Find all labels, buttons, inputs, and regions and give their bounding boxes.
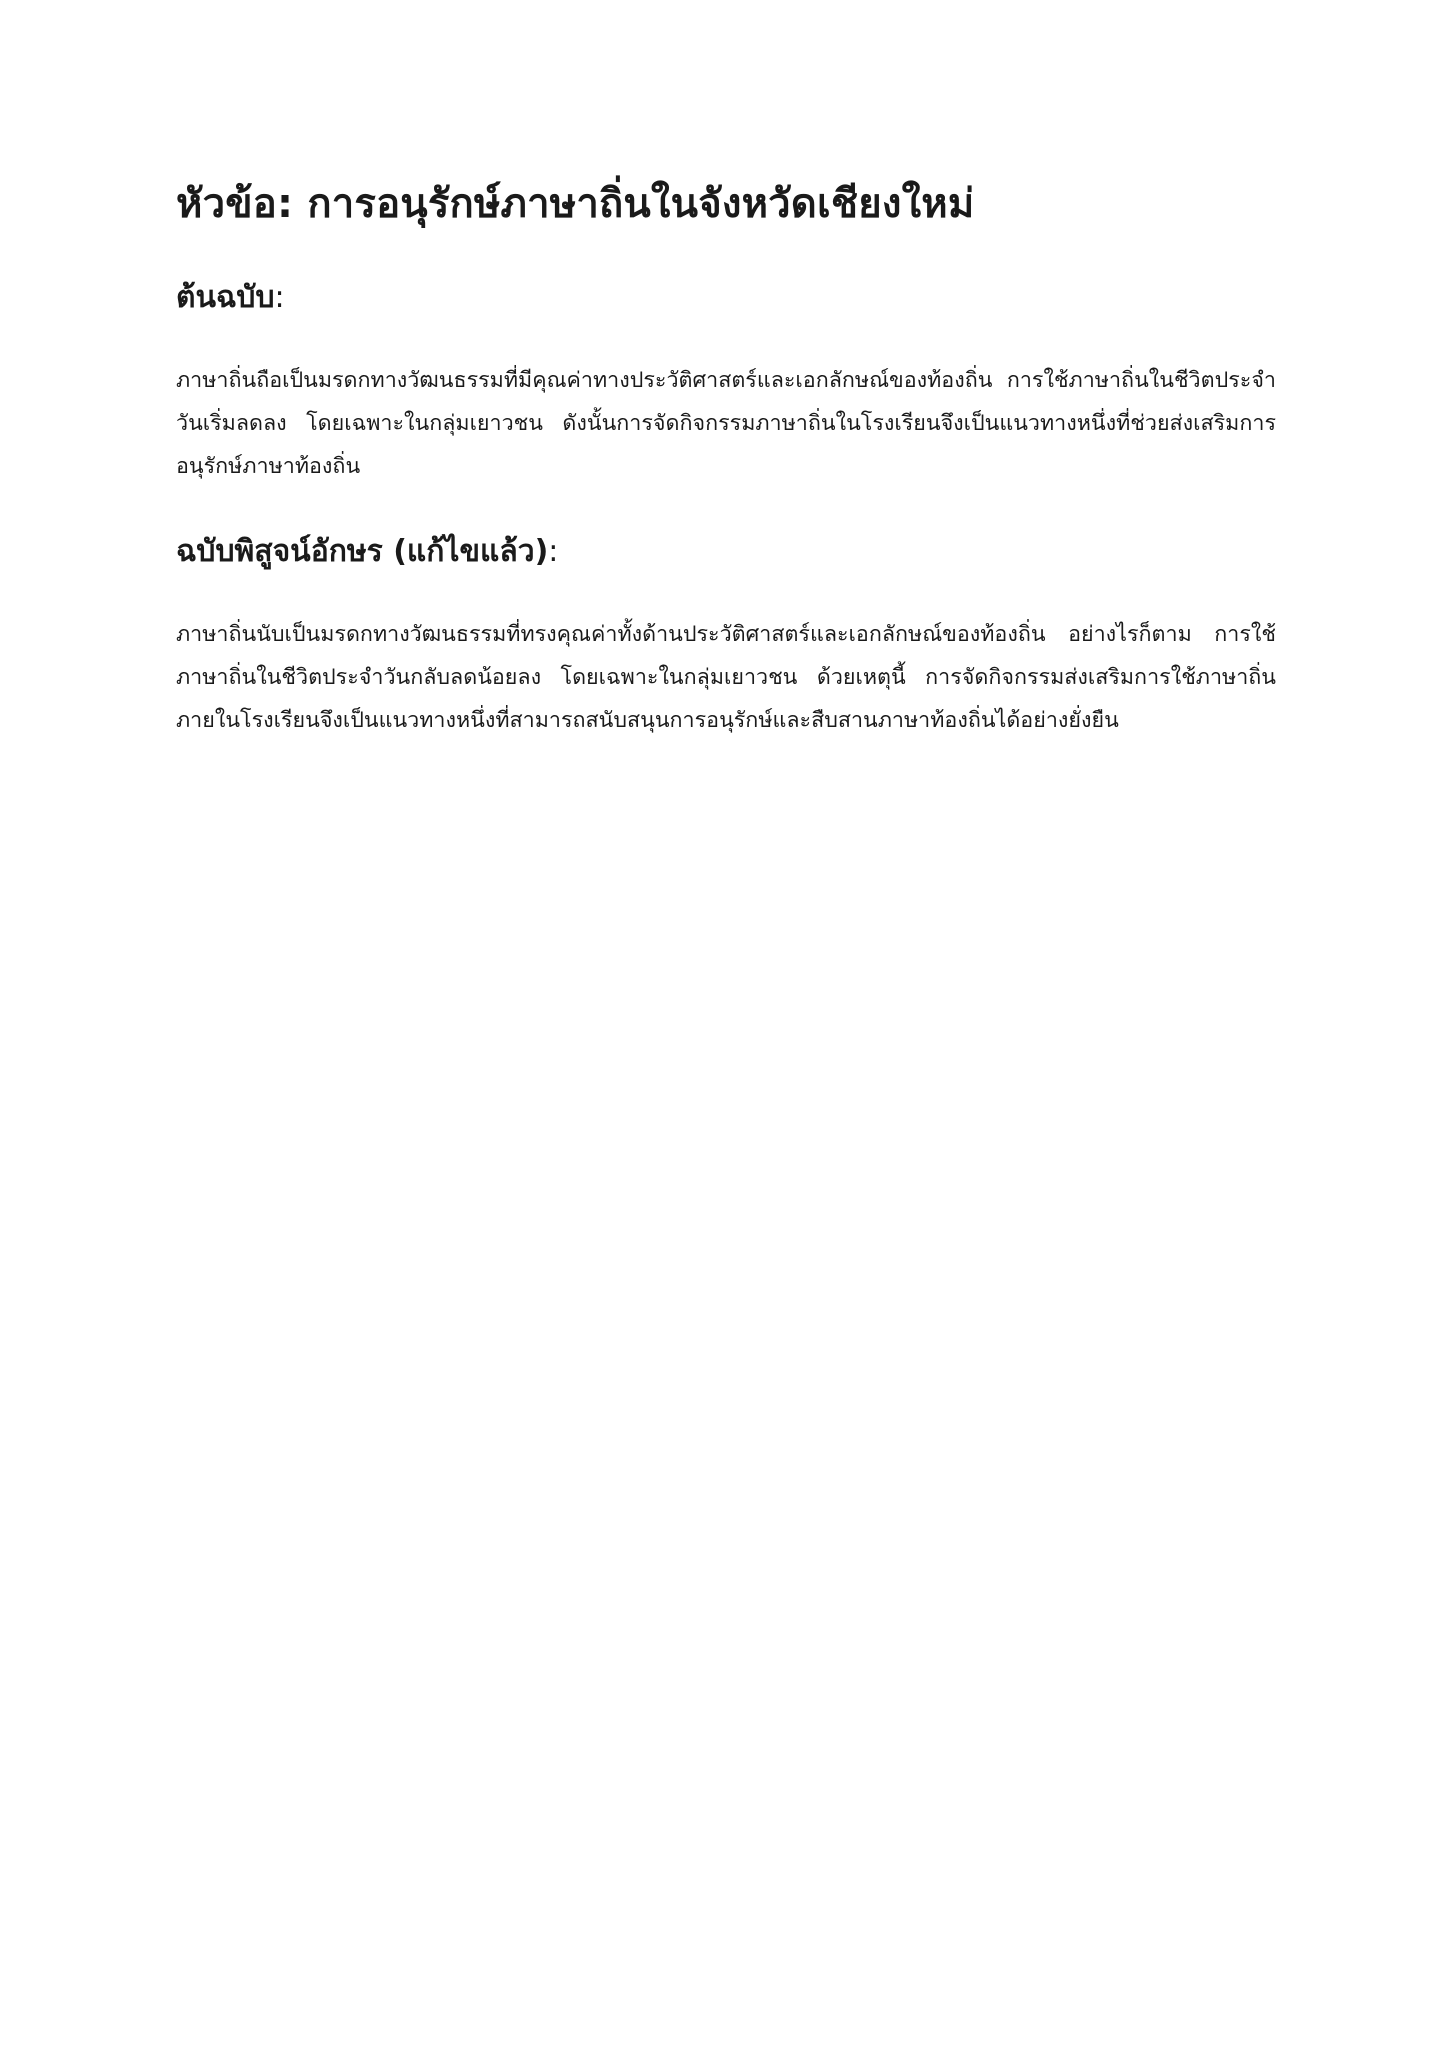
proofread-heading-text: ฉบับพิสูจน์อักษร (แก้ไขแล้ว) <box>176 534 549 569</box>
proofread-heading <box>176 532 1276 571</box>
proofread-heading-colon: : <box>548 534 559 569</box>
document-page <box>176 178 1276 786</box>
original-heading-text: ต้นฉบับ <box>176 280 275 315</box>
original-heading-colon: : <box>274 280 285 315</box>
original-heading <box>176 278 1276 317</box>
document-title: หัวข้อ: การอนุรักษ์ภาษาถิ่นในจังหวัดเชียงใหม่ <box>176 181 975 227</box>
original-paragraph: ภาษาถิ่นถือเป็นมรดกทางวัฒนธรรมที่มีคุณค่าทางประวัติศาสตร์และเอกลักษณ์ของท้องถิ่น การใช้ภาษาถิ่นในชีวิตประจำวันเริ่มลดลง โดยเฉพาะในกลุ่มเยาวชน ดังนั้นการจัดกิจกรรมภาษาถิ่นในโรงเรียนจึงเป็นแนวทางหนึ่งที่ช่วยส่งเสริมการอนุรักษ์ภาษาท้องถิ่น <box>176 368 1276 479</box>
proofread-paragraph: ภาษาถิ่นนับเป็นมรดกทางวัฒนธรรมที่ทรงคุณค่าทั้งด้านประวัติศาสตร์และเอกลักษณ์ของท้องถิ่น อย่างไรก็ตาม การใช้ภาษาถิ่นในชีวิตประจำวันกลับลดน้อยลง โดยเฉพาะในกลุ่มเยาวชน ด้วยเหตุนี้ การจัดกิจกรรมส่งเสริมการใช้ภาษาถิ่นภายในโรงเรียนจึงเป็นแนวทางหนึ่งที่สามารถสนับสนุนการอนุรักษ์และสืบสานภาษาท้องถิ่นได้อย่างยั่งยืน <box>176 622 1276 733</box>
